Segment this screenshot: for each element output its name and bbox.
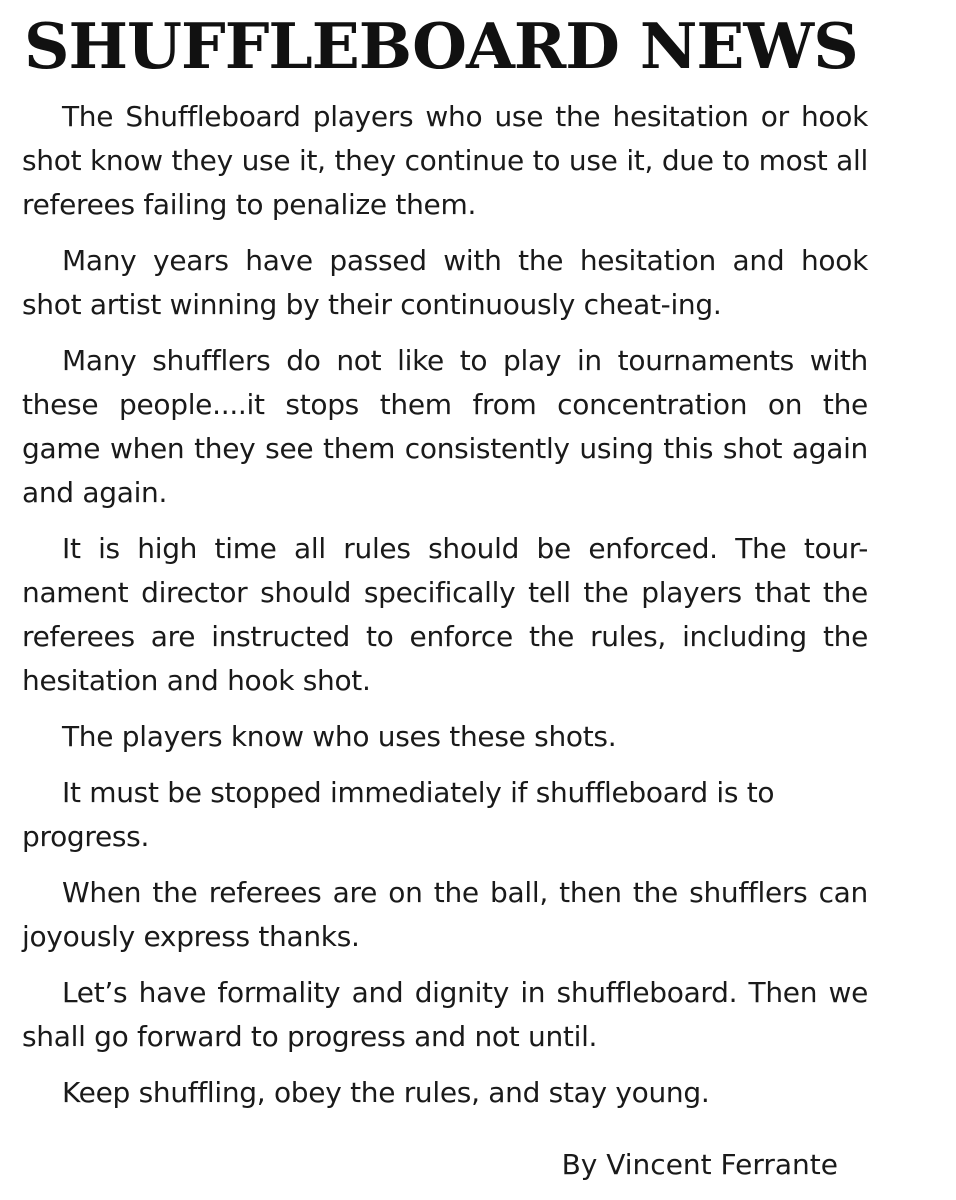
paragraph-enforce-rules: It is high time all rules should be enforced. The tour-nament director should specifically tell the players that the referees are instructed to enforce the rules, including the hesitation and hook shot. — [22, 532, 868, 697]
byline: By Vincent Ferrante — [561, 1148, 838, 1181]
paragraph-years-passed: Many years have passed with the hesitation and hook shot artist winning by their continuously cheat-ing. — [22, 244, 868, 321]
paragraph-referees-on-ball: When the referees are on the ball, then the shufflers can joyously express thanks. — [22, 876, 868, 953]
headline: SHUFFLEBOARD NEWS — [24, 9, 858, 83]
paragraph-must-be-stopped: It must be stopped immediately if shuffleboard is to progress. — [22, 776, 775, 853]
paragraph-shufflers-dislike: Many shufflers do not like to play in tournaments with these people....it stops them from concentration on the game when they see them consistently using this shot again and again. — [22, 344, 868, 509]
paragraph-keep-shuffling: Keep shuffling, obey the rules, and stay young. — [62, 1076, 710, 1109]
paragraph-hook-shot-players: The Shuffleboard players who use the hesitation or hook shot know they use it, they continue to use it, due to most all referees failing to penalize them. — [22, 100, 868, 221]
paragraph-players-know: The players know who uses these shots. — [62, 720, 617, 753]
paragraph-formality-dignity: Let’s have formality and dignity in shuffleboard. Then we shall go forward to progress and not until. — [22, 976, 868, 1053]
article-body — [22, 95, 868, 1115]
